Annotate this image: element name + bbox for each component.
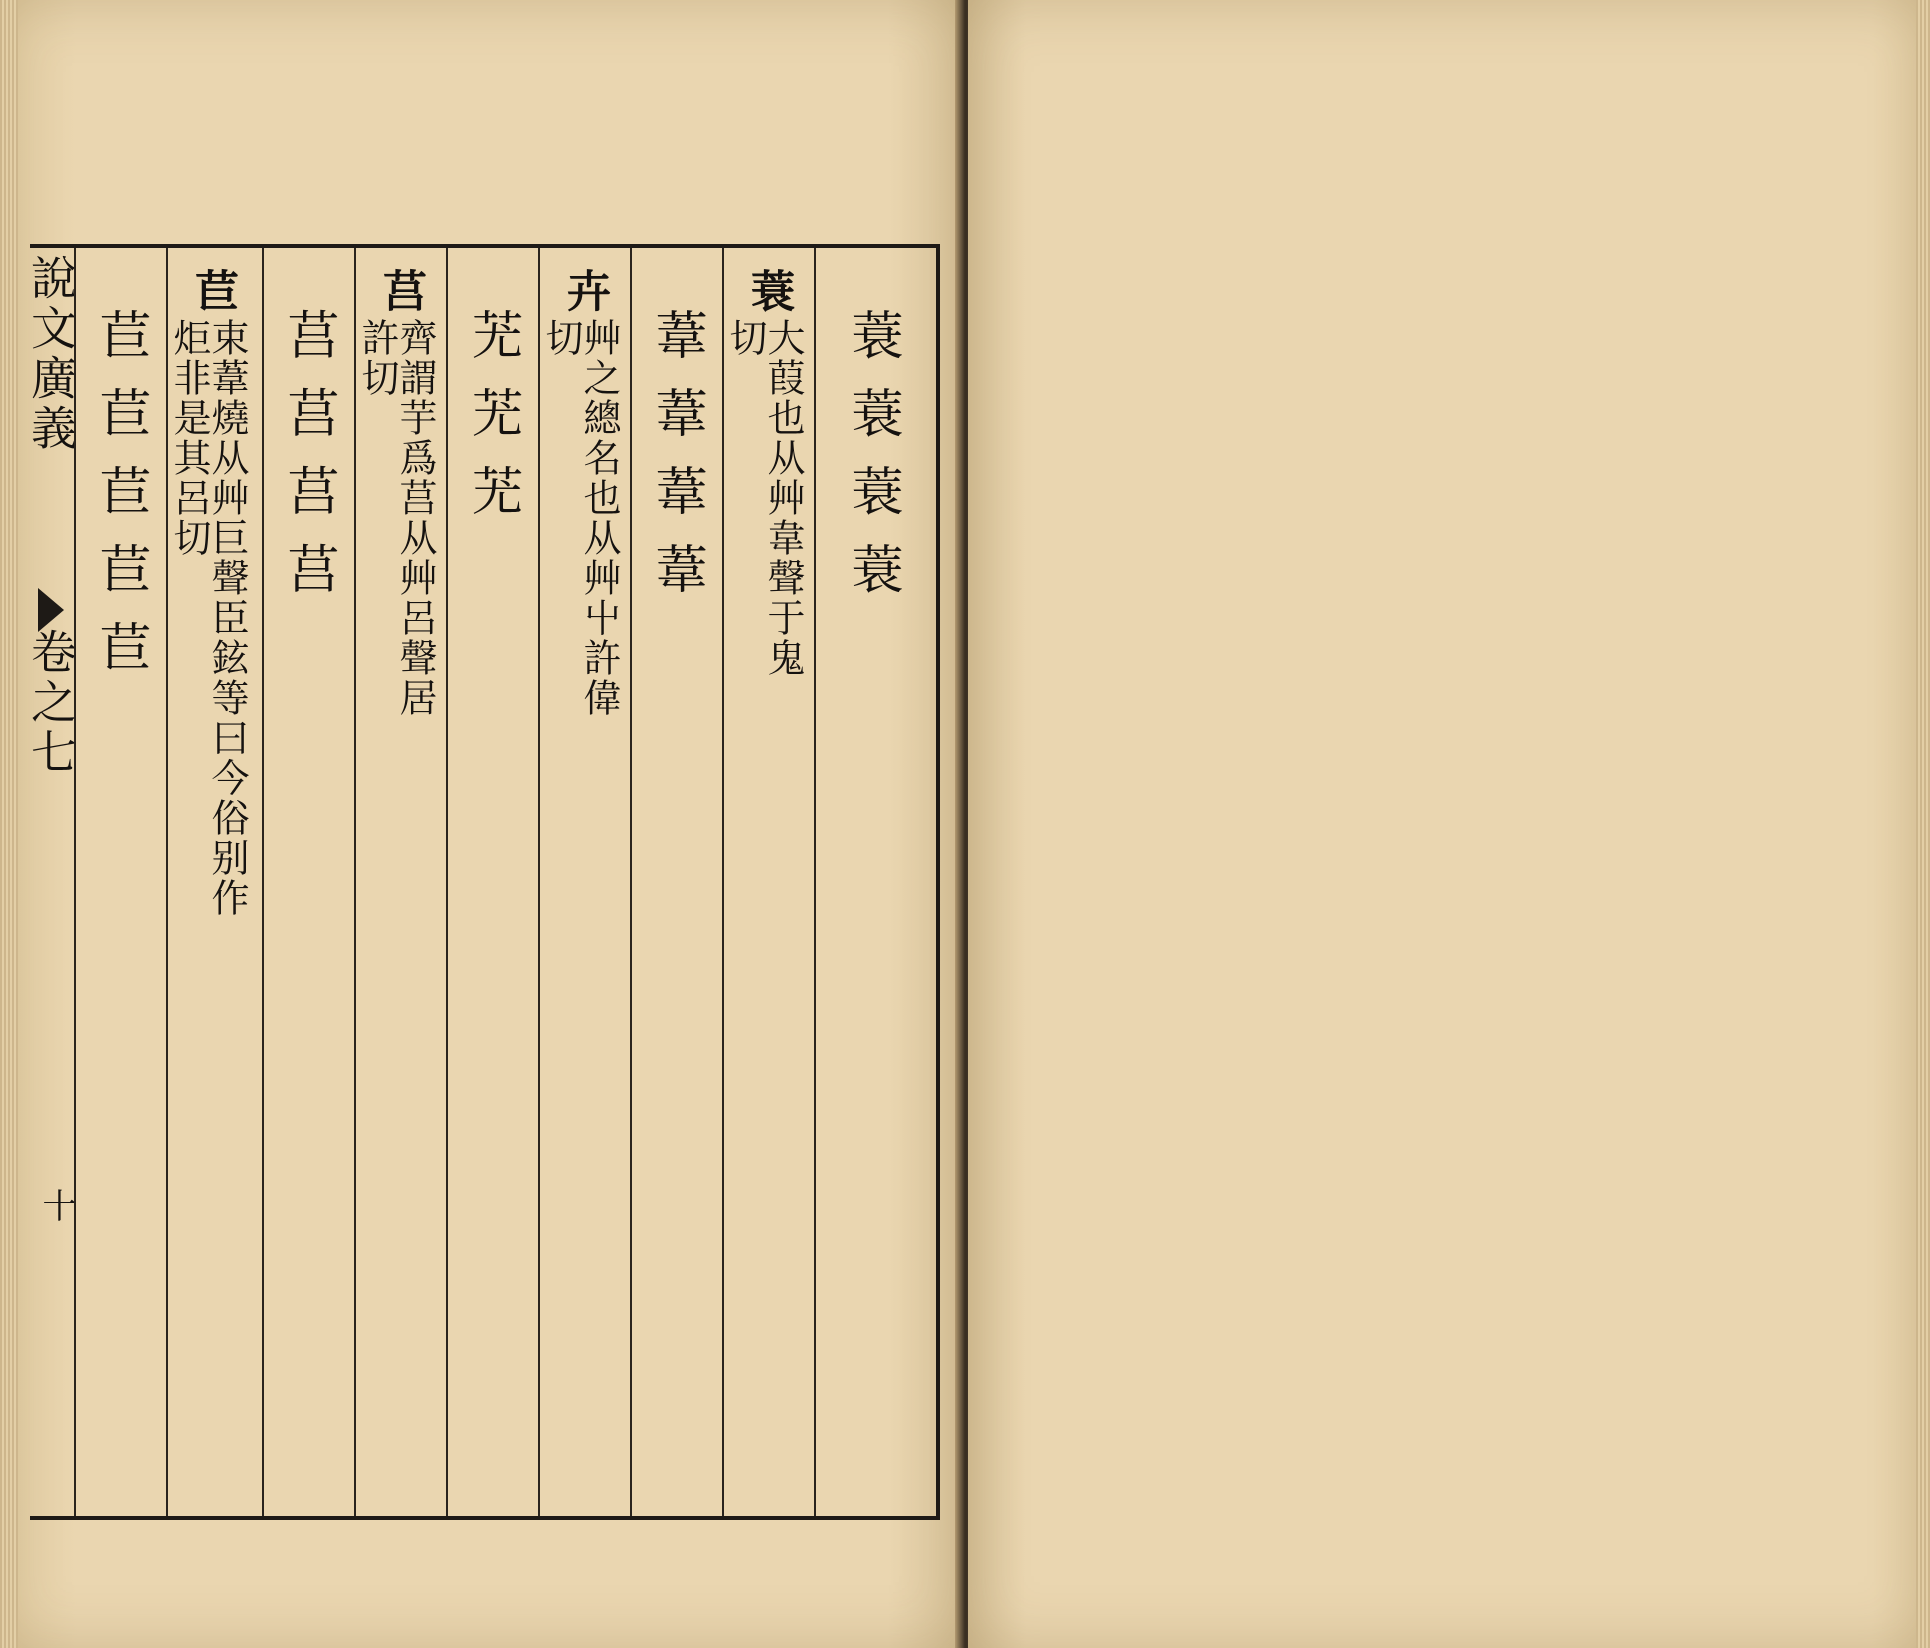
entry-head-character: 莒 [375, 268, 426, 314]
right-page [968, 0, 1930, 1648]
text-column [166, 248, 262, 1516]
entry-head-character: 卉 [559, 268, 610, 314]
seal-script-variants: 莒莒莒莒 [278, 308, 338, 620]
seal-script-variants: 葦葦葦葦 [646, 308, 706, 620]
text-column [354, 248, 446, 1516]
text-column [814, 248, 936, 1516]
text-column [630, 248, 722, 1516]
margin-title: 說文廣義 [24, 254, 78, 454]
page-stack-edge [0, 0, 18, 1648]
entry-gloss: 大葭也从艸韋聲于鬼切 [723, 318, 805, 678]
text-column [262, 248, 354, 1516]
text-column [538, 248, 630, 1516]
left-margin-column [24, 248, 78, 1516]
text-column [446, 248, 538, 1516]
page-stack-edge [1916, 0, 1930, 1648]
margin-folio: 十 [36, 1188, 76, 1222]
left-text-frame [24, 244, 940, 1520]
entry-head-character: 苣 [187, 268, 238, 314]
text-column [74, 248, 166, 1516]
seal-script-variants: 𦬓𦬓𦬓 [462, 308, 522, 542]
margin-volume: 卷之七 [24, 628, 78, 778]
seal-script-variants: 蓑蓑蓑蓑 [842, 308, 902, 620]
entry-gloss: 艸之總名也从艸屮許偉切 [539, 318, 621, 718]
entry-gloss: 束葦燒从艸巨聲臣鉉等曰今俗别作炬非是其呂切 [167, 318, 249, 918]
entry-gloss: 齊謂芋爲莒从艸呂聲居許切 [355, 318, 437, 718]
text-column [722, 248, 814, 1516]
entry-head-character: 蓑 [743, 268, 794, 314]
seal-script-variants: 苣苣苣苣苣 [90, 308, 150, 698]
fish-tail-mark [38, 588, 64, 632]
